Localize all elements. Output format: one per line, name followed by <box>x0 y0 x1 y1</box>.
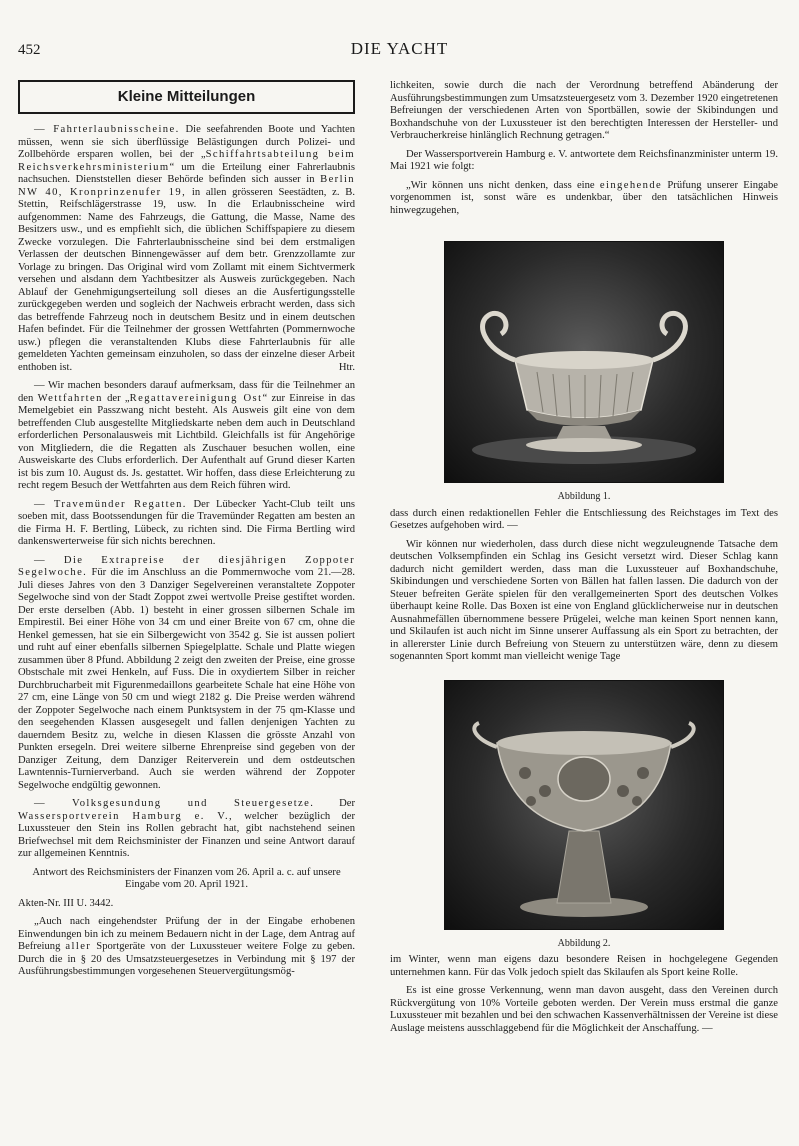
silver-bowl-image <box>445 242 723 482</box>
article-volksgesundung: — Volksgesundung und Steuergesetze. Der Wassersportverein Hamburg e. V., welcher bezüglich der Luxussteuer den Stein ins Rollen gebracht hat, gibt nachstehend seinen Briefwechsel mit dem Reichsminister der Finanzen und seine Antwort darauf zur allgemeinen Kenntnis. <box>18 798 355 859</box>
section-title: Kleine Mitteilungen <box>18 80 355 114</box>
club-reply: „Wir können uns nicht denken, dass eine eingehende Prüfung unserer Eingabe vorgenommen ist, sonst wäre es undenkbar, über den tatsächlichen Hinweis hinwegzugehen, <box>390 179 778 216</box>
club-reply-body: Wir können nur wiederholen, dass durch diese nicht wegzuleugnende Tatsache dem deutschen Volksempfinden ein Schlag ins Gesicht versetzt wird. Dieser Schlag kann dadurch nicht gemildert werden, dass man die Luxussteuer auf Boxhandschuhe, Skibindungen und verschiedene Sorten von Bällen hat fallen lassen. Die dadurch von der Steuer befreiten Geräte spielen für den verallgemeinerten Sport des deutschen Volkes überhaupt keine Rolle. Das Boxen ist eine von England glücklicherweise nur in deutschen Ausnahmefällen übernommene bessere Prügelei, welche man keinen Sport nennen kann, und Skilaufen ist auch nicht im Sinne unserer Auffassung als ein Sport zu betrachten, der in allererster Linie durch Befreiung von Steuern zu unterstützen wäre, denn zu diesem sogenannten Sport kommt man vielleicht wenige Tage <box>390 538 778 662</box>
minister-letter-continued: lichkeiten, sowie durch die nach der Verordnung betreffend Abänderung der Ausführungsbestimmungen zum Umsatzsteuergesetz vom 3. Dezember 1920 eingetretenen Befreiungen der verschiedenen Arten von Sportbällen, sowie der Skibindungen und Boxhandschuhe von der Luxussteuer ist den berechtigten Interessen der Hersteller- und Verbraucherkreise hinlänglich Rechnung getragen.“ <box>390 80 778 141</box>
fruit-bowl-image <box>445 681 723 929</box>
page-number: 452 <box>18 42 41 58</box>
club-reply-refund: Es ist eine grosse Verkennung, wenn man davon ausgeht, dass den Vereinen durch Rückvergütung von 10% Vorteile geboten werden. Der Verein muss erstmal die ganze Luxussteuer mit bezahlen und bei den schwachen Kassenverhältnissen der Vereine ist diese Auslage meistens ausschlaggebend für die Möglichkeit der Anschaffung. — <box>390 985 778 1034</box>
answer-heading: Antwort des Reichsministers der Finanzen vom 26. April a. c. auf unsere Eingabe vom 20. April 1921. <box>32 866 341 890</box>
minister-letter: „Auch nach eingehendster Prüfung der in der Eingabe erhobenen Einwendungen bin ich zu meinem Bedauern nicht in der Lage, dem Antrag auf Befreiung aller Sportgeräte von der Luxussteuer weitere Folge zu geben. Durch die in § 20 des Umsatzsteuergesetzes in Verbindung mit § 197 der Ausführungsbestimmungen vorgesehenen Steuervergütungsmög- <box>18 916 355 977</box>
running-title: DIE YACHT <box>350 39 449 58</box>
article-travemuende: — Travemünder Regatten. Der Lübecker Yacht-Club teilt uns soeben mit, dass Bootssendungen für die Travemünder Regatten am besten an die Firma H. F. Bertling, Lübeck, zu richten sind. Die Firma Bertling wird dankenswerterweise für sich nichts berechnen. <box>18 498 356 547</box>
article-regattavereinigung: — Wir machen besonders darauf aufmerksam, dass für die Teilnehmer an den Wettfahrten der „Regattavereinigung Ost“ zur Einreise in das Memelgebiet ein Passzwang nicht besteht. Als Ausweis gilt eine von dem betreffenden Club ausgestellte Mitgliedskarte neben dem auch in Deutschland erforderlichen Personalausweis mit Lichtbild. Gleichfalls ist für Angehörige von Mitgliedern, die die Regatten als Zuschauer besuchen wollen, eine Ausweiskarte des Clubs erforderlich. Der Aufenthalt auf Grund dieser Karten ist bis zum 10. August ds. Js. gestattet. Wir hoffen, dass diese Erleichterung zu recht regem Besuch der Wettfahrten aus dem Reich führen wird. <box>18 380 356 491</box>
article-fahrterlaubnisscheine: — Fahrterlaubnisscheine. Die seefahrenden Boote und Yachten müssen, wenn sie sich überflüssige Belästigungen durch Polizei- und Zollbehörde ersparen wollen, bei der „Schiffahrtsabteilung beim Reichsverkehrsministerium“ um die Erteilung einer Fahrerlaubnis nachsuchen. Dienststellen dieser Behörde befinden sich ausser in Berlin NW 40, Kronprinzenufer 19, in allen grösseren Seestädten, z. B. Stettin, Reifschlägerstrasse 19, usw. In die Erlaubnisscheine wird aufgenommen: Name des Fahrzeugs, die Gattung, die Masse, Name des Besitzers usw., und es empfiehlt sich, die üblichen Schiffspapiere zu diesem Zwecke vorzulegen. Die Fahrterlaubnisscheine sind bei dem erstmaligen Verlassen der deutschen Binnengewässer auf dem betr. Grenzzollamte zur Vorlage zu bringen. Das Original wird vom Zollamt mit einem Sichtvermerk versehen und alsdann dem Yachtbesitzer als Ausweis zurückgegeben. Nach Ablauf der Genehmigungserteilung soll dieses an die Ausfertigungsstelle zurückgegeben werden und sogleich der Nachweis erbracht werden, dass sich das betreffende Fahrzeug noch in deutschem Besitz und in einem deutschen Hafen befindet. Für die Teilnehmer der grossen Wettfahrten (Pommernwoche usw.) pflegen die veranstaltenden Klubs diese Fahrterlaubnis für alle gemeldeten Yachten gemeinsam einzuholen, so dass der einzelne dieser Arbeit enthoben ist. Htr. <box>18 124 356 373</box>
club-reply-continued: dass durch einen redaktionellen Fehler die Entschliessung des Reichstages im Text des Gesetzes aufgehoben wird. — <box>390 507 778 531</box>
figure-1 <box>390 241 778 504</box>
club-reply-winter: im Winter, wenn man eigens dazu besondere Reisen in hochgelegene Gegenden unternehmen kann. Für das Volk jedoch spielt das Skilaufen als Sport keine Rolle. <box>390 954 778 978</box>
fruit-bowl-photo <box>444 680 724 930</box>
author-sign: Htr. <box>338 361 355 373</box>
left-column <box>18 80 355 985</box>
right-column <box>390 80 778 1041</box>
article-extrapreise: — Die Extrapreise der diesjährigen Zoppoter Segelwoche. Für die im Anschluss an die Pommernwoche vom 21.—28. Juli dieses Jahres von den 3 Danziger Segelvereinen veranstaltete Zoppoter Segelwoche sind von der Stadt Zoppot zwei wertvolle Preise gestiftet worden. Der erste derselben (Abb. 1) besteht in einer grossen silbernen Schale im Empirestil. Bei einer Höhe von 34 cm und einer Breite von 67 cm, ohne die Henkel gemessen, hat sie ein Silbergewicht von 3542 g. Sie ist aussen poliert und ruht auf einer ebenfalls silbernen Spiegelplatte. Schale und Platte wiegen zusammen über 8 Pfund. Abbildung 2 zeigt den zweiten der Preise, eine grosse Obstschale mit zwei Henkeln, auf Fuss. Die in oxydiertem Silber in reicher Durchbrucharbeit mit Figurenmedaillons gearbeitete Schale hat eine Höhe von 27 cm, eine Länge von 50 cm und wiegt 2182 g. Die Preise werden während der Zoppoter Segelwoche nach einem Punktsystem in der 75 qm-Klasse und den seegehenden Klassen ausgesegelt und fallen denjenigen Yachten zu dauerndem Besitz zu, welche in diesen Klassen die grösste Anzahl von Punkten ersegeln. Drei weitere silberne Ehrenpreise sind gegeben von der Danziger Zeitung, dem Danziger Reiterverein und dem ostdeutschen Lawntennis-Turnierverband. Auch sie werden während der Zoppoter Segelwoche endgültig gewonnen. <box>18 554 355 791</box>
silver-bowl-photo <box>444 241 724 483</box>
club-reply-intro: Der Wassersportverein Hamburg e. V. antwortete dem Reichsfinanzminister unterm 19. Mai 1921 wie folgt: <box>390 148 778 172</box>
figure-2 <box>390 680 778 951</box>
caption-2: Abbildung 2. <box>557 937 611 949</box>
caption-1: Abbildung 1. <box>557 491 611 502</box>
file-number: Akten-Nr. III U. 3442. <box>18 897 114 909</box>
